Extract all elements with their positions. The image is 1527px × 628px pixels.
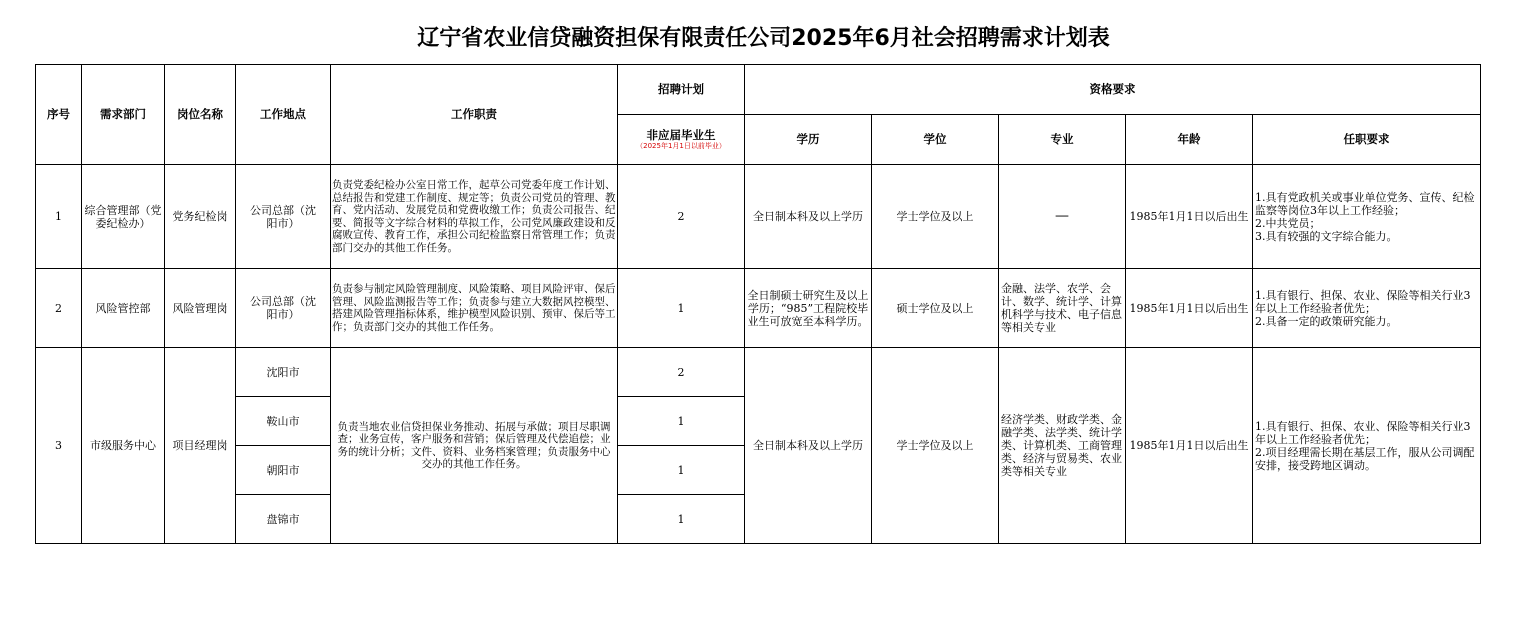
cell-department: 综合管理部（党委纪检办）	[82, 165, 165, 269]
cell-count: 1	[618, 269, 745, 348]
cell-count: 2	[618, 165, 745, 269]
cell-position: 风险管理岗	[165, 269, 236, 348]
header-plan-sub-label: 非应届毕业生	[646, 127, 716, 142]
cell-education: 全日制本科及以上学历	[745, 165, 872, 269]
cell-position: 党务纪检岗	[165, 165, 236, 269]
cell-requirements	[1253, 269, 1481, 348]
cell-age: 1985年1月1日以后出生	[1126, 348, 1253, 544]
cell-count: 1	[618, 446, 745, 495]
cell-count: 1	[618, 495, 745, 544]
cell-location: 公司总部（沈阳市）	[236, 269, 331, 348]
requirement-line: 1.具有银行、担保、农业、保险等相关行业3年以上工作经验者优先；	[1255, 419, 1471, 446]
recruitment-table	[35, 64, 1481, 544]
requirement-line: 3.具有较强的文字综合能力。	[1255, 229, 1398, 243]
cell-count: 1	[618, 397, 745, 446]
header-location: 工作地点	[236, 65, 331, 165]
header-age: 年龄	[1126, 115, 1253, 165]
header-education: 学历	[745, 115, 872, 165]
header-plan-sub	[618, 115, 745, 165]
header-row-1	[36, 65, 1481, 115]
cell-position: 项目经理岗	[165, 348, 236, 544]
cell-count: 2	[618, 348, 745, 397]
cell-duties: 负责参与制定风险管理制度、风险策略、项目风险评审、保后管理、风险监测报告等工作；负责参与建立大数据风控模型、搭建风险管理指标体系，维护模型风险识别、预审、保后等工作；负责部门交办的其他工作任务。	[331, 269, 618, 348]
cell-department: 风险管控部	[82, 269, 165, 348]
cell-degree: 硕士学位及以上	[872, 269, 999, 348]
header-degree: 学位	[872, 115, 999, 165]
page-title: 辽宁省农业信贷融资担保有限责任公司2025年6月社会招聘需求计划表	[417, 26, 1110, 51]
cell-duties: 负责党委纪检办公室日常工作，起草公司党委年度工作计划、总结报告和党建工作制度、规定等；负责公司党员的管理、教育、党内活动、发展党员和党费收缴工作；负责公司报告、纪要、简报等文字综合材料的草拟工作，公司党风廉政建设和反腐败宣传、教育工作，承担公司纪检监察日常管理工作；负责部门交办的其他工作任务。	[331, 165, 618, 269]
table-row	[36, 269, 1481, 348]
header-seq: 序号	[36, 65, 82, 165]
cell-location: 公司总部（沈阳市）	[236, 165, 331, 269]
header-qualifications: 资格要求	[745, 65, 1481, 115]
header-plan-sub-note: （2025年1月1日以前毕业）	[636, 141, 726, 150]
requirement-line: 2.中共党员；	[1255, 216, 1321, 230]
cell-location-city: 盘锦市	[236, 495, 331, 544]
cell-age: 1985年1月1日以后出生	[1126, 269, 1253, 348]
cell-education: 全日制硕士研究生及以上学历；“985”工程院校毕业生可放宽至本科学历。	[745, 269, 872, 348]
cell-degree: 学士学位及以上	[872, 348, 999, 544]
cell-location-city: 朝阳市	[236, 446, 331, 495]
cell-major: —	[999, 165, 1126, 269]
header-requirements: 任职要求	[1253, 115, 1481, 165]
cell-requirements	[1253, 165, 1481, 269]
requirement-line: 1.具有银行、担保、农业、保险等相关行业3年以上工作经验者优先；	[1255, 288, 1471, 315]
cell-requirements	[1253, 348, 1481, 544]
cell-education: 全日制本科及以上学历	[745, 348, 872, 544]
requirement-line: 1.具有党政机关或事业单位党务、宣传、纪检监察等岗位3年以上工作经验；	[1255, 190, 1475, 217]
table-row	[36, 165, 1481, 269]
cell-seq: 3	[36, 348, 82, 544]
requirement-line: 2.具备一定的政策研究能力。	[1255, 314, 1398, 328]
cell-department: 市级服务中心	[82, 348, 165, 544]
cell-major: 经济学类、财政学类、金融学类、法学类、统计学类、计算机类、工商管理类、经济与贸易类、农业类等相关专业	[999, 348, 1126, 544]
cell-degree: 学士学位及以上	[872, 165, 999, 269]
table-row	[36, 348, 1481, 397]
cell-seq: 2	[36, 269, 82, 348]
cell-location-city: 沈阳市	[236, 348, 331, 397]
cell-seq: 1	[36, 165, 82, 269]
header-department: 需求部门	[82, 65, 165, 165]
header-plan: 招聘计划	[618, 65, 745, 115]
cell-major: 金融、法学、农学、会计、数学、统计学、计算机科学与技术、电子信息等相关专业	[999, 269, 1126, 348]
cell-duties: 负责当地农业信贷担保业务推动、拓展与承做；项目尽职调查；业务宣传，客户服务和营销；保后管理及代偿追偿；业务的统计分析；文件、资料、业务档案管理；负责服务中心交办的其他工作任务。	[331, 348, 618, 544]
header-position: 岗位名称	[165, 65, 236, 165]
cell-age: 1985年1月1日以后出生	[1126, 165, 1253, 269]
header-duties: 工作职责	[331, 65, 618, 165]
requirement-line: 2.项目经理需长期在基层工作，服从公司调配安排，接受跨地区调动。	[1255, 445, 1475, 472]
header-major: 专业	[999, 115, 1126, 165]
cell-location-city: 鞍山市	[236, 397, 331, 446]
